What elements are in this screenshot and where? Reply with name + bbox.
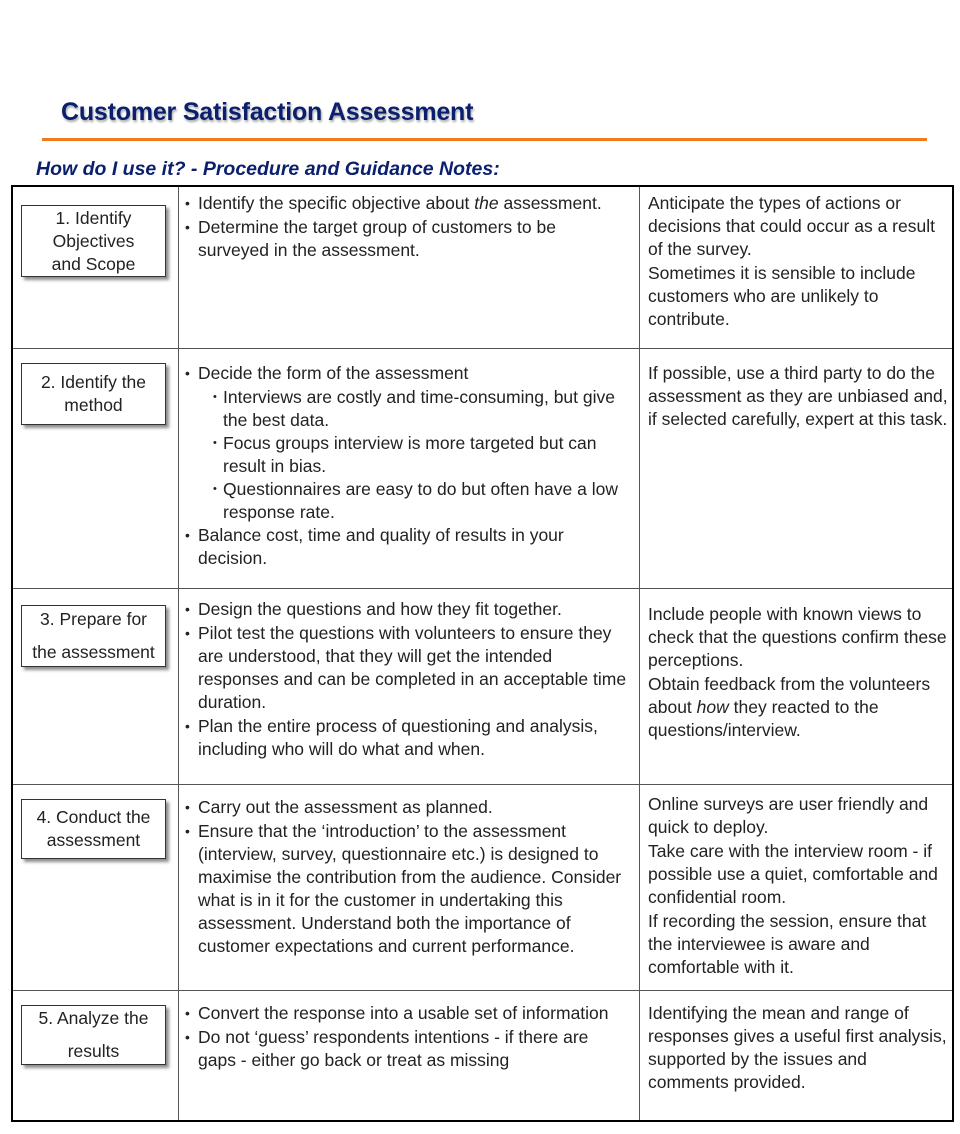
step-label (21, 205, 166, 277)
guidance-note: If recording the session, ensure that the interviewee is aware and comfortable with it. (648, 911, 927, 977)
step-label-line: Objectives (52, 230, 135, 251)
step-label-line: 1. Identify (55, 207, 132, 228)
guidance-cell (648, 362, 948, 432)
procedure-bullet: • Ensure that the ‘introduction’ to the assessment (interview, survey, questionnaire etc.) is designed to maximise the contribution from the audience. Consider what is in it for the customer in undertaking this assessment. Understand both the importance of customer expectations and current performance. (185, 820, 631, 958)
guidance-cell (648, 603, 948, 743)
procedure-bullet: • Identify the specific objective about the assessment. (185, 192, 631, 215)
guidance-note: Anticipate the types of actions or decisions that could occur as a result of the survey. (648, 193, 935, 259)
guidance-cell (648, 1002, 948, 1095)
page-title: Customer Satisfaction Assessment (61, 98, 474, 126)
step-label-line: method (64, 395, 123, 415)
step-label-line: results (67, 1041, 120, 1061)
procedure-sub-bullet: • Interviews are costly and time-consuming, but give the best data. (185, 386, 631, 432)
procedure-sub-bullet: • Questionnaires are easy to do but often have a low response rate. (185, 478, 631, 524)
step-label-line: 5. Analyze the (38, 1008, 149, 1028)
step-label-line: assessment (46, 830, 141, 850)
table-row (13, 348, 952, 588)
step-label (21, 799, 166, 859)
guidance-cell (648, 793, 948, 980)
procedure-cell (185, 598, 631, 762)
procedure-bullet: • Design the questions and how they fit together. (185, 598, 631, 621)
procedure-bullet: • Do not ‘guess’ respondents intentions - if there are gaps - either go back or treat as missing (185, 1026, 631, 1072)
guidance-note: Sometimes it is sensible to include customers who are unlikely to contribute. (648, 263, 916, 329)
procedure-bullet: • Plan the entire process of questioning and analysis, including who will do what and when. (185, 715, 631, 761)
step-label-line: the assessment (32, 642, 155, 662)
guidance-note: If possible, use a third party to do the assessment as they are unbiased and, if selected carefully, expert at this task. (648, 363, 948, 429)
table-row (13, 588, 952, 784)
table-row (13, 187, 952, 348)
guidance-note: Obtain feedback from the volunteers about how they reacted to the questions/interview. (648, 674, 931, 740)
procedure-bullet: • Balance cost, time and quality of results in your decision. (185, 524, 631, 570)
procedure-bullet: • Decide the form of the assessment (185, 362, 631, 385)
procedure-bullet: • Determine the target group of customers to be surveyed in the assessment. (185, 216, 631, 262)
procedure-table (11, 185, 954, 1122)
step-label (21, 605, 166, 667)
table-row (13, 990, 952, 1120)
guidance-note: Take care with the interview room - if possible use a quiet, comfortable and confidential room. (648, 841, 938, 907)
table-row (13, 784, 952, 990)
procedure-bullet: • Convert the response into a usable set of information (185, 1002, 631, 1025)
step-label (21, 363, 166, 425)
step-label (21, 1005, 166, 1065)
procedure-cell (185, 192, 631, 263)
procedure-sub-bullet: • Focus groups interview is more targeted but can result in bias. (185, 432, 631, 478)
procedure-cell (185, 362, 631, 571)
procedure-cell (185, 1002, 631, 1073)
step-label-line: 3. Prepare for (40, 609, 147, 629)
page-subtitle: How do I use it? - Procedure and Guidance Notes: (36, 158, 500, 180)
title-underline (42, 138, 927, 141)
procedure-bullet: • Carry out the assessment as planned. (185, 796, 631, 819)
procedure-bullet: • Pilot test the questions with volunteers to ensure they are understood, that they will get the intended responses and can be completed in an acceptable time duration. (185, 622, 631, 714)
step-label-line: 4. Conduct the (36, 807, 151, 827)
step-label-line: and Scope (51, 253, 136, 274)
guidance-cell (648, 192, 948, 332)
guidance-note: Online surveys are user friendly and quick to deploy. (648, 794, 929, 837)
guidance-note: Identifying the mean and range of responses gives a useful first analysis, supported by the issues and comments provided. (648, 1003, 947, 1092)
guidance-note: Include people with known views to check that the questions confirm these perceptions. (648, 604, 947, 670)
step-label-line: 2. Identify the (40, 372, 147, 392)
procedure-cell (185, 796, 631, 959)
